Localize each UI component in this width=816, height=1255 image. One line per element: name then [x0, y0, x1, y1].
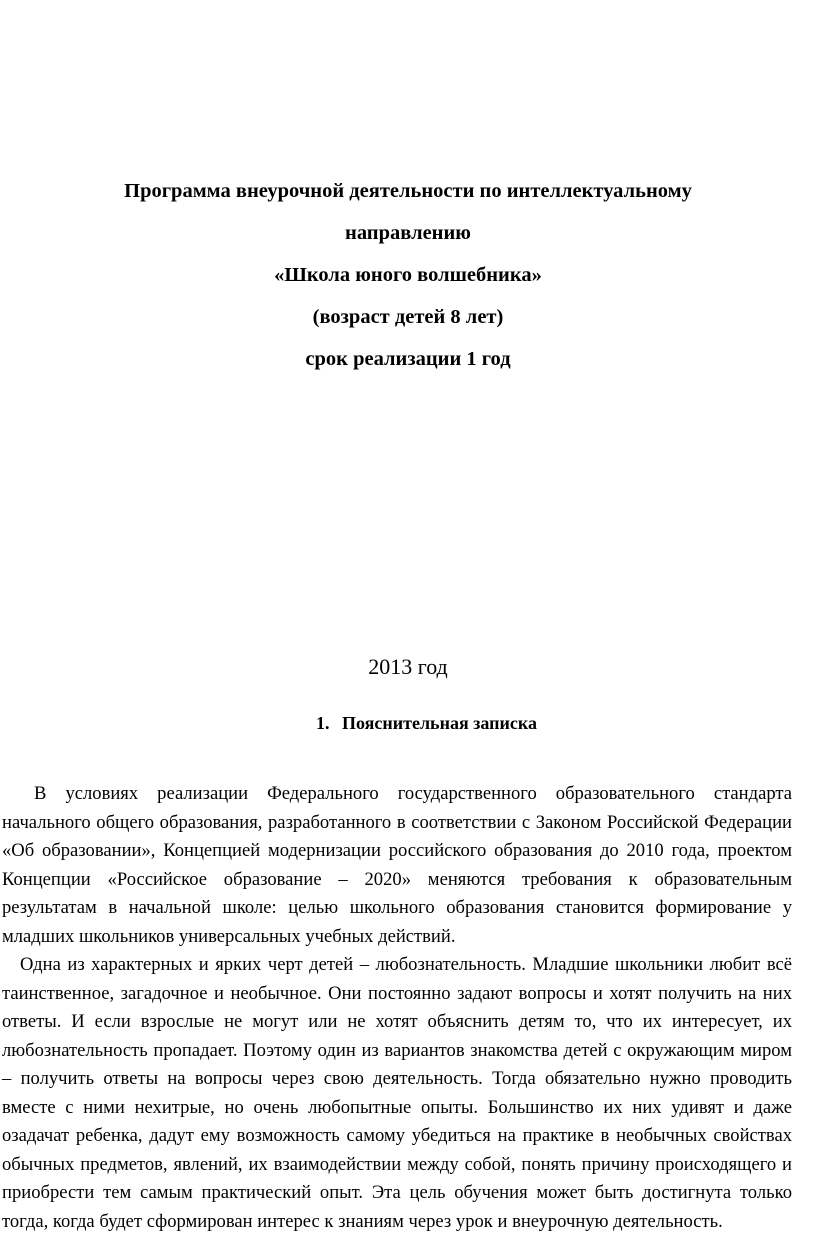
body-text: [2, 780, 792, 1236]
program-title: [0, 170, 816, 380]
paragraph-1: В условиях реализации Федерального государственного образовательного стандарта начального общего образования, разработанного в соответствии с Законом Российской Федерации «Об образовании», Концепцией модернизации российского образования до 2010 года, проектом Концепции «Российское образование – 2020» меняются требования к образовательным результатам в начальной школе: целью школьного образования становится формирование у младших школьников универсальных учебных действий.: [2, 783, 792, 947]
paragraph-2: Одна из характерных и ярких черт детей – любознательность. Младшие школьники любит всё таинственное, загадочное и необычное. Они постоянно задают вопросы и хотят получить на них ответы. И если взрослые не могут или не хотят объяснить детям то, что их интересует, их любознательность пропадает. Поэтому один из вариантов знакомства детей с окружающим миром – получить ответы на вопросы через свою деятельность. Тогда обязательно нужно проводить вместе с ними нехитрые, но очень любопытные опыты. Большинство их них удивят и даже озадачат ребенка, дадут ему возможность самому убедиться на практике в необычных свойствах обычных предметов, явлений, их взаимодействии между собой, понять причину происходящего и приобрести тем самым практический опыт. Эта цель обучения может быть достигнута только тогда, когда будет сформирован интерес к знаниям через урок и внеурочную деятельность.: [2, 954, 792, 1232]
title-line-5: срок реализации 1 год: [305, 348, 511, 370]
section-heading: [316, 708, 537, 738]
title-line-4: (возраст детей 8 лет): [312, 306, 504, 328]
title-line-2: направлению: [345, 222, 471, 244]
year-label: 2013 год: [368, 654, 448, 679]
section-title: Пояснительная записка: [342, 713, 538, 733]
title-line-1: Программа внеурочной деятельности по интеллектуальному: [124, 180, 692, 202]
section-number: 1.: [316, 713, 330, 733]
title-line-3: «Школа юного волшебника»: [274, 264, 542, 286]
